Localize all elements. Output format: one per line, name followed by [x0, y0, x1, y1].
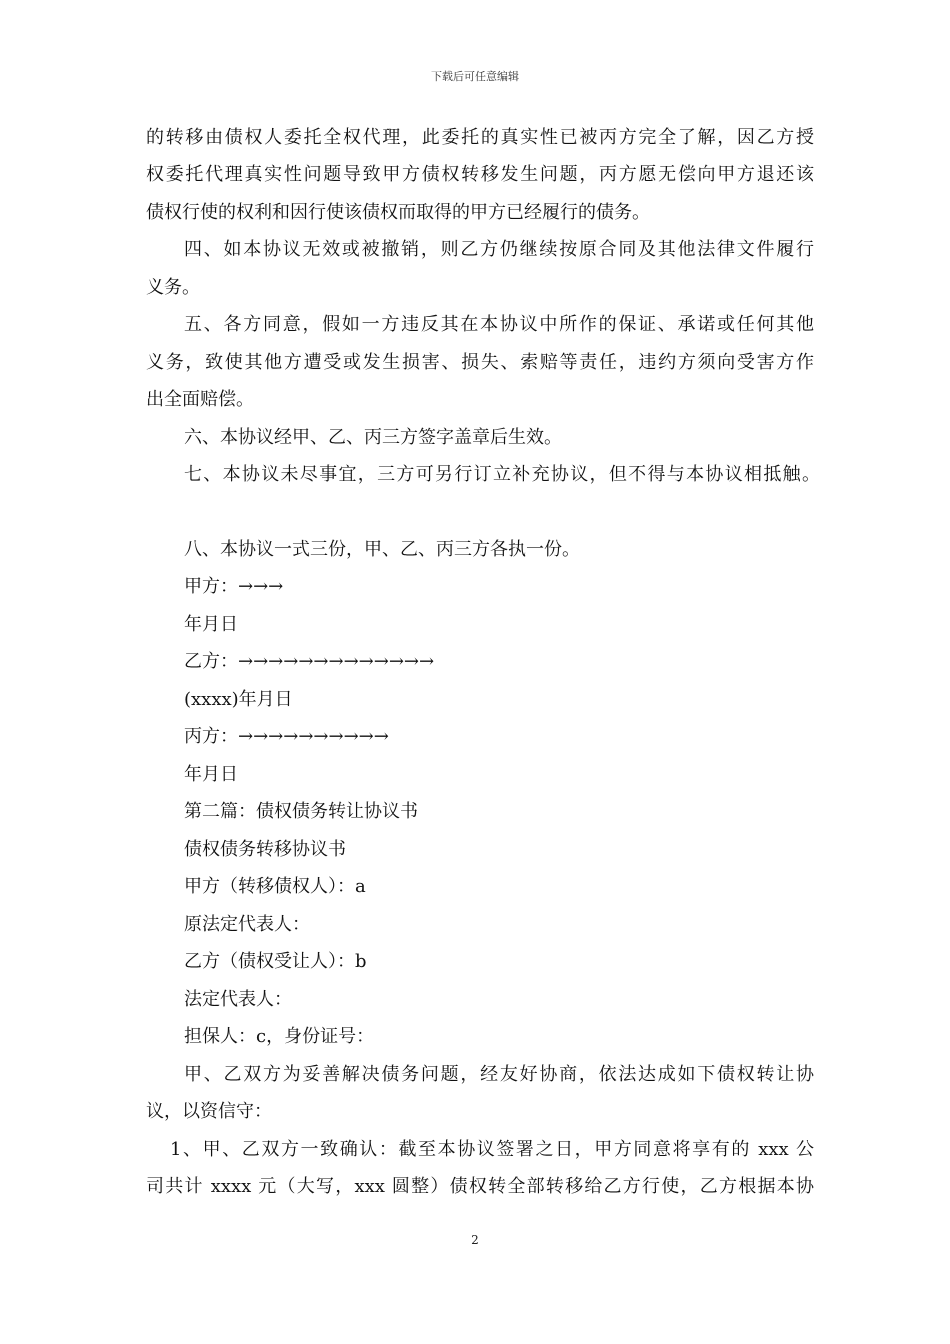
paragraph-line: 1、甲、乙双方一致确认：截至本协议签署之日，甲方同意将享有的 xxx 公	[170, 1139, 814, 1160]
page-header: 下载后可任意编辑	[431, 70, 519, 83]
paragraph-line: 甲、乙双方为妥善解决债务问题，经友好协商，依法达成如下债权转让协	[184, 1064, 814, 1085]
paragraph-line: 义务。	[146, 277, 200, 298]
paragraph-line: 债权行使的权利和因行使该债权而取得的甲方已经履行的债务。	[146, 202, 650, 223]
section-heading: 第二篇：债权债务转让协议书	[184, 801, 418, 822]
party-line: 原法定代表人：	[184, 914, 310, 935]
document-title: 债权债务转移协议书	[184, 839, 346, 860]
paragraph-line: 八、本协议一式三份，甲、乙、丙三方各执一份。	[184, 539, 580, 560]
paragraph-line: 五、各方同意，假如一方违反其在本协议中所作的保证、承诺或任何其他	[184, 314, 814, 335]
paragraph-line: 七、本协议未尽事宜，三方可另行订立补充协议，但不得与本协议相抵触。	[184, 464, 820, 485]
paragraph-line: 权委托代理真实性问题导致甲方债权转移发生问题，丙方愿无偿向甲方退还该	[146, 164, 814, 185]
date-line: 年月日	[184, 614, 238, 635]
party-line: 担保人：c，身份证号：	[184, 1026, 375, 1047]
paragraph-line: 六、本协议经甲、乙、丙三方签字盖章后生效。	[184, 427, 562, 448]
signature-line: 乙方：→→→→→→→→→→→→→	[184, 651, 435, 672]
paragraph-line: 的转移由债权人委托全权代理，此委托的真实性已被丙方完全了解，因乙方授	[146, 127, 814, 148]
paragraph-line: 义务，致使其他方遭受或发生损害、损失、索赔等责任，违约方须向受害方作	[146, 352, 814, 373]
paragraph-line: 四、如本协议无效或被撤销，则乙方仍继续按原合同及其他法律文件履行	[184, 239, 814, 260]
party-line: 乙方（债权受让人）：b	[184, 951, 367, 972]
party-line: 甲方（转移债权人）：a	[184, 876, 366, 897]
page-number: 2	[471, 1233, 479, 1247]
paragraph-line: 司共计 xxxx 元（大写，xxx 圆整）债权转全部转移给乙方行使，乙方根据本协	[146, 1176, 814, 1197]
signature-line: 丙方：→→→→→→→→→→	[184, 726, 389, 747]
party-line: 法定代表人：	[184, 989, 292, 1010]
paragraph-line: 出全面赔偿。	[146, 389, 254, 410]
signature-line: 甲方：→→→	[184, 576, 284, 597]
paragraph-line: 议，以资信守：	[146, 1101, 272, 1122]
date-line: 年月日	[184, 764, 238, 785]
date-line: (xxxx)年月日	[184, 689, 293, 710]
